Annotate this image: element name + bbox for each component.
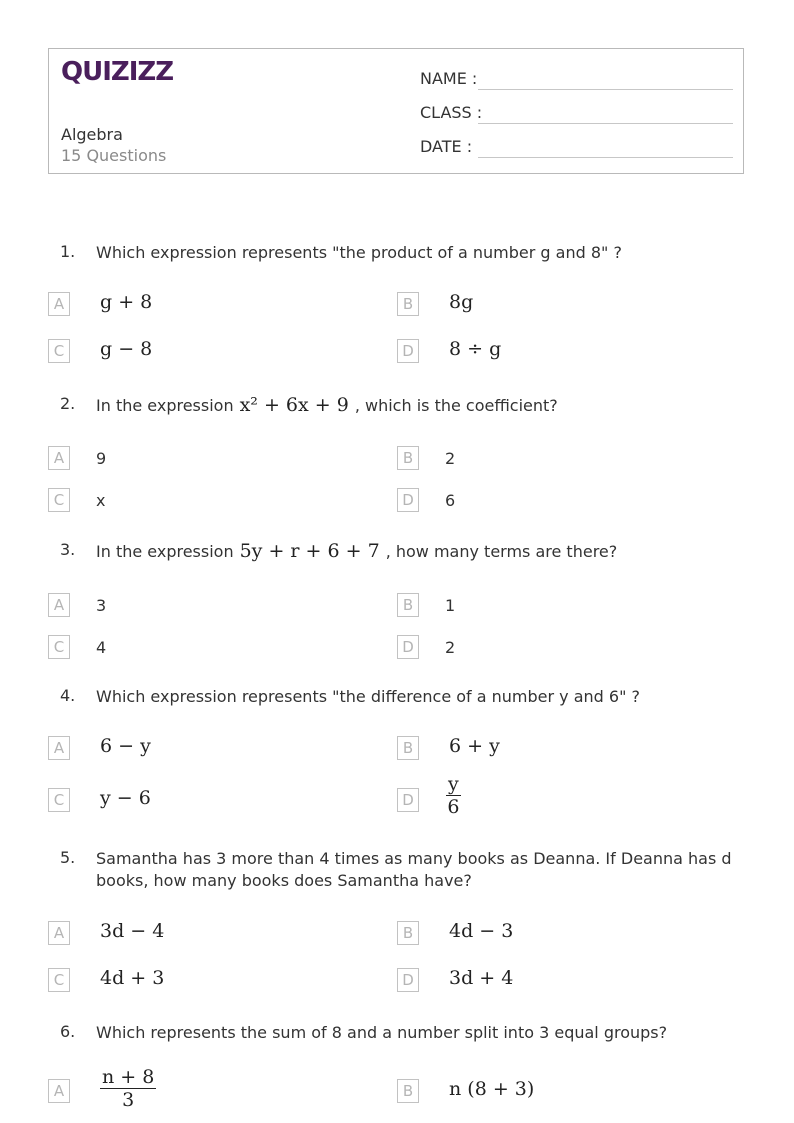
option-letter-c[interactable]: C — [48, 339, 70, 363]
question-math: 5y + r + 6 + 7 — [239, 540, 380, 562]
question-number: 2. — [60, 394, 76, 413]
option-letter-c[interactable]: C — [48, 488, 70, 512]
option-letter-a[interactable]: A — [48, 292, 70, 316]
question-text: Samantha has 3 more than 4 times as many books as Deanna. If Deanna has d books, how many books does Samantha have? — [96, 849, 732, 890]
option-letter-b[interactable]: B — [397, 292, 419, 316]
option-letter-d[interactable]: D — [397, 488, 419, 512]
option-c: g − 8 — [100, 338, 153, 360]
fraction-denominator: 6 — [447, 796, 460, 818]
option-a: 6 − y — [100, 735, 151, 757]
option-a: g + 8 — [100, 291, 153, 313]
question-text-after: , how many terms are there? — [385, 542, 618, 561]
option-d: 3d + 4 — [449, 967, 514, 989]
question-text-before: In the expression — [96, 542, 234, 561]
question-number: 3. — [60, 540, 76, 559]
option-letter-d[interactable]: D — [397, 788, 419, 812]
option-letter-a[interactable]: A — [48, 736, 70, 760]
question-math: x² + 6x + 9 — [239, 394, 349, 416]
option-d: 2 — [445, 638, 456, 657]
option-c: 4d + 3 — [100, 967, 165, 989]
question-text-before: In the expression — [96, 396, 234, 415]
name-line[interactable] — [478, 89, 733, 90]
option-letter-a[interactable]: A — [48, 921, 70, 945]
option-c: 4 — [96, 638, 107, 657]
quizizz-logo: QUIZIZZ — [61, 57, 174, 87]
question-number: 1. — [60, 242, 76, 261]
question-text: Which expression represents "the product of a number g and 8" ? — [96, 243, 622, 262]
class-label: CLASS : — [420, 103, 483, 122]
question-text: Which represents the sum of 8 and a number split into 3 equal groups? — [96, 1023, 668, 1042]
option-b: 8g — [449, 291, 474, 313]
question-text — [96, 394, 736, 417]
option-letter-d[interactable]: D — [397, 339, 419, 363]
fraction-numerator: y — [448, 773, 459, 795]
option-letter-a[interactable]: A — [48, 593, 70, 617]
option-a: 3 — [96, 596, 107, 615]
date-line[interactable] — [478, 157, 733, 158]
question-text: Which expression represents "the difference of a number y and 6" ? — [96, 687, 641, 706]
option-a: 3d − 4 — [100, 920, 165, 942]
name-label: NAME : — [420, 69, 478, 88]
option-letter-b[interactable]: B — [397, 736, 419, 760]
question-number: 4. — [60, 686, 76, 705]
option-d: 8 ÷ g — [449, 338, 502, 360]
option-b: 1 — [445, 596, 456, 615]
fraction-denominator: 3 — [122, 1089, 135, 1111]
option-b: n (8 + 3) — [449, 1078, 535, 1100]
option-letter-a[interactable]: A — [48, 446, 70, 470]
option-letter-d[interactable]: D — [397, 968, 419, 992]
option-b: 4d − 3 — [449, 920, 514, 942]
option-b: 2 — [445, 449, 456, 468]
question-number: 5. — [60, 848, 76, 867]
option-letter-b[interactable]: B — [397, 1079, 419, 1103]
option-d: 6 — [445, 491, 456, 510]
option-a: 9 — [96, 449, 107, 468]
option-letter-b[interactable]: B — [397, 593, 419, 617]
option-letter-a[interactable]: A — [48, 1079, 70, 1103]
option-letter-d[interactable]: D — [397, 635, 419, 659]
question-text — [96, 540, 736, 563]
date-label: DATE : — [420, 137, 473, 156]
option-a — [100, 1067, 156, 1110]
option-letter-b[interactable]: B — [397, 446, 419, 470]
option-c: x — [96, 491, 106, 510]
option-letter-b[interactable]: B — [397, 921, 419, 945]
fraction-numerator: n + 8 — [102, 1066, 155, 1088]
worksheet-header — [48, 48, 744, 174]
option-letter-c[interactable]: C — [48, 968, 70, 992]
option-d — [446, 774, 461, 817]
subject-title: Algebra — [61, 125, 123, 144]
class-line[interactable] — [478, 123, 733, 124]
option-c: y − 6 — [100, 787, 151, 809]
question-text-after: , which is the coefficient? — [354, 396, 558, 415]
fraction — [446, 774, 461, 817]
option-letter-c[interactable]: C — [48, 635, 70, 659]
question-count: 15 Questions — [61, 146, 167, 165]
option-letter-c[interactable]: C — [48, 788, 70, 812]
question-number: 6. — [60, 1022, 76, 1041]
fraction — [100, 1067, 156, 1110]
option-b: 6 + y — [449, 735, 500, 757]
